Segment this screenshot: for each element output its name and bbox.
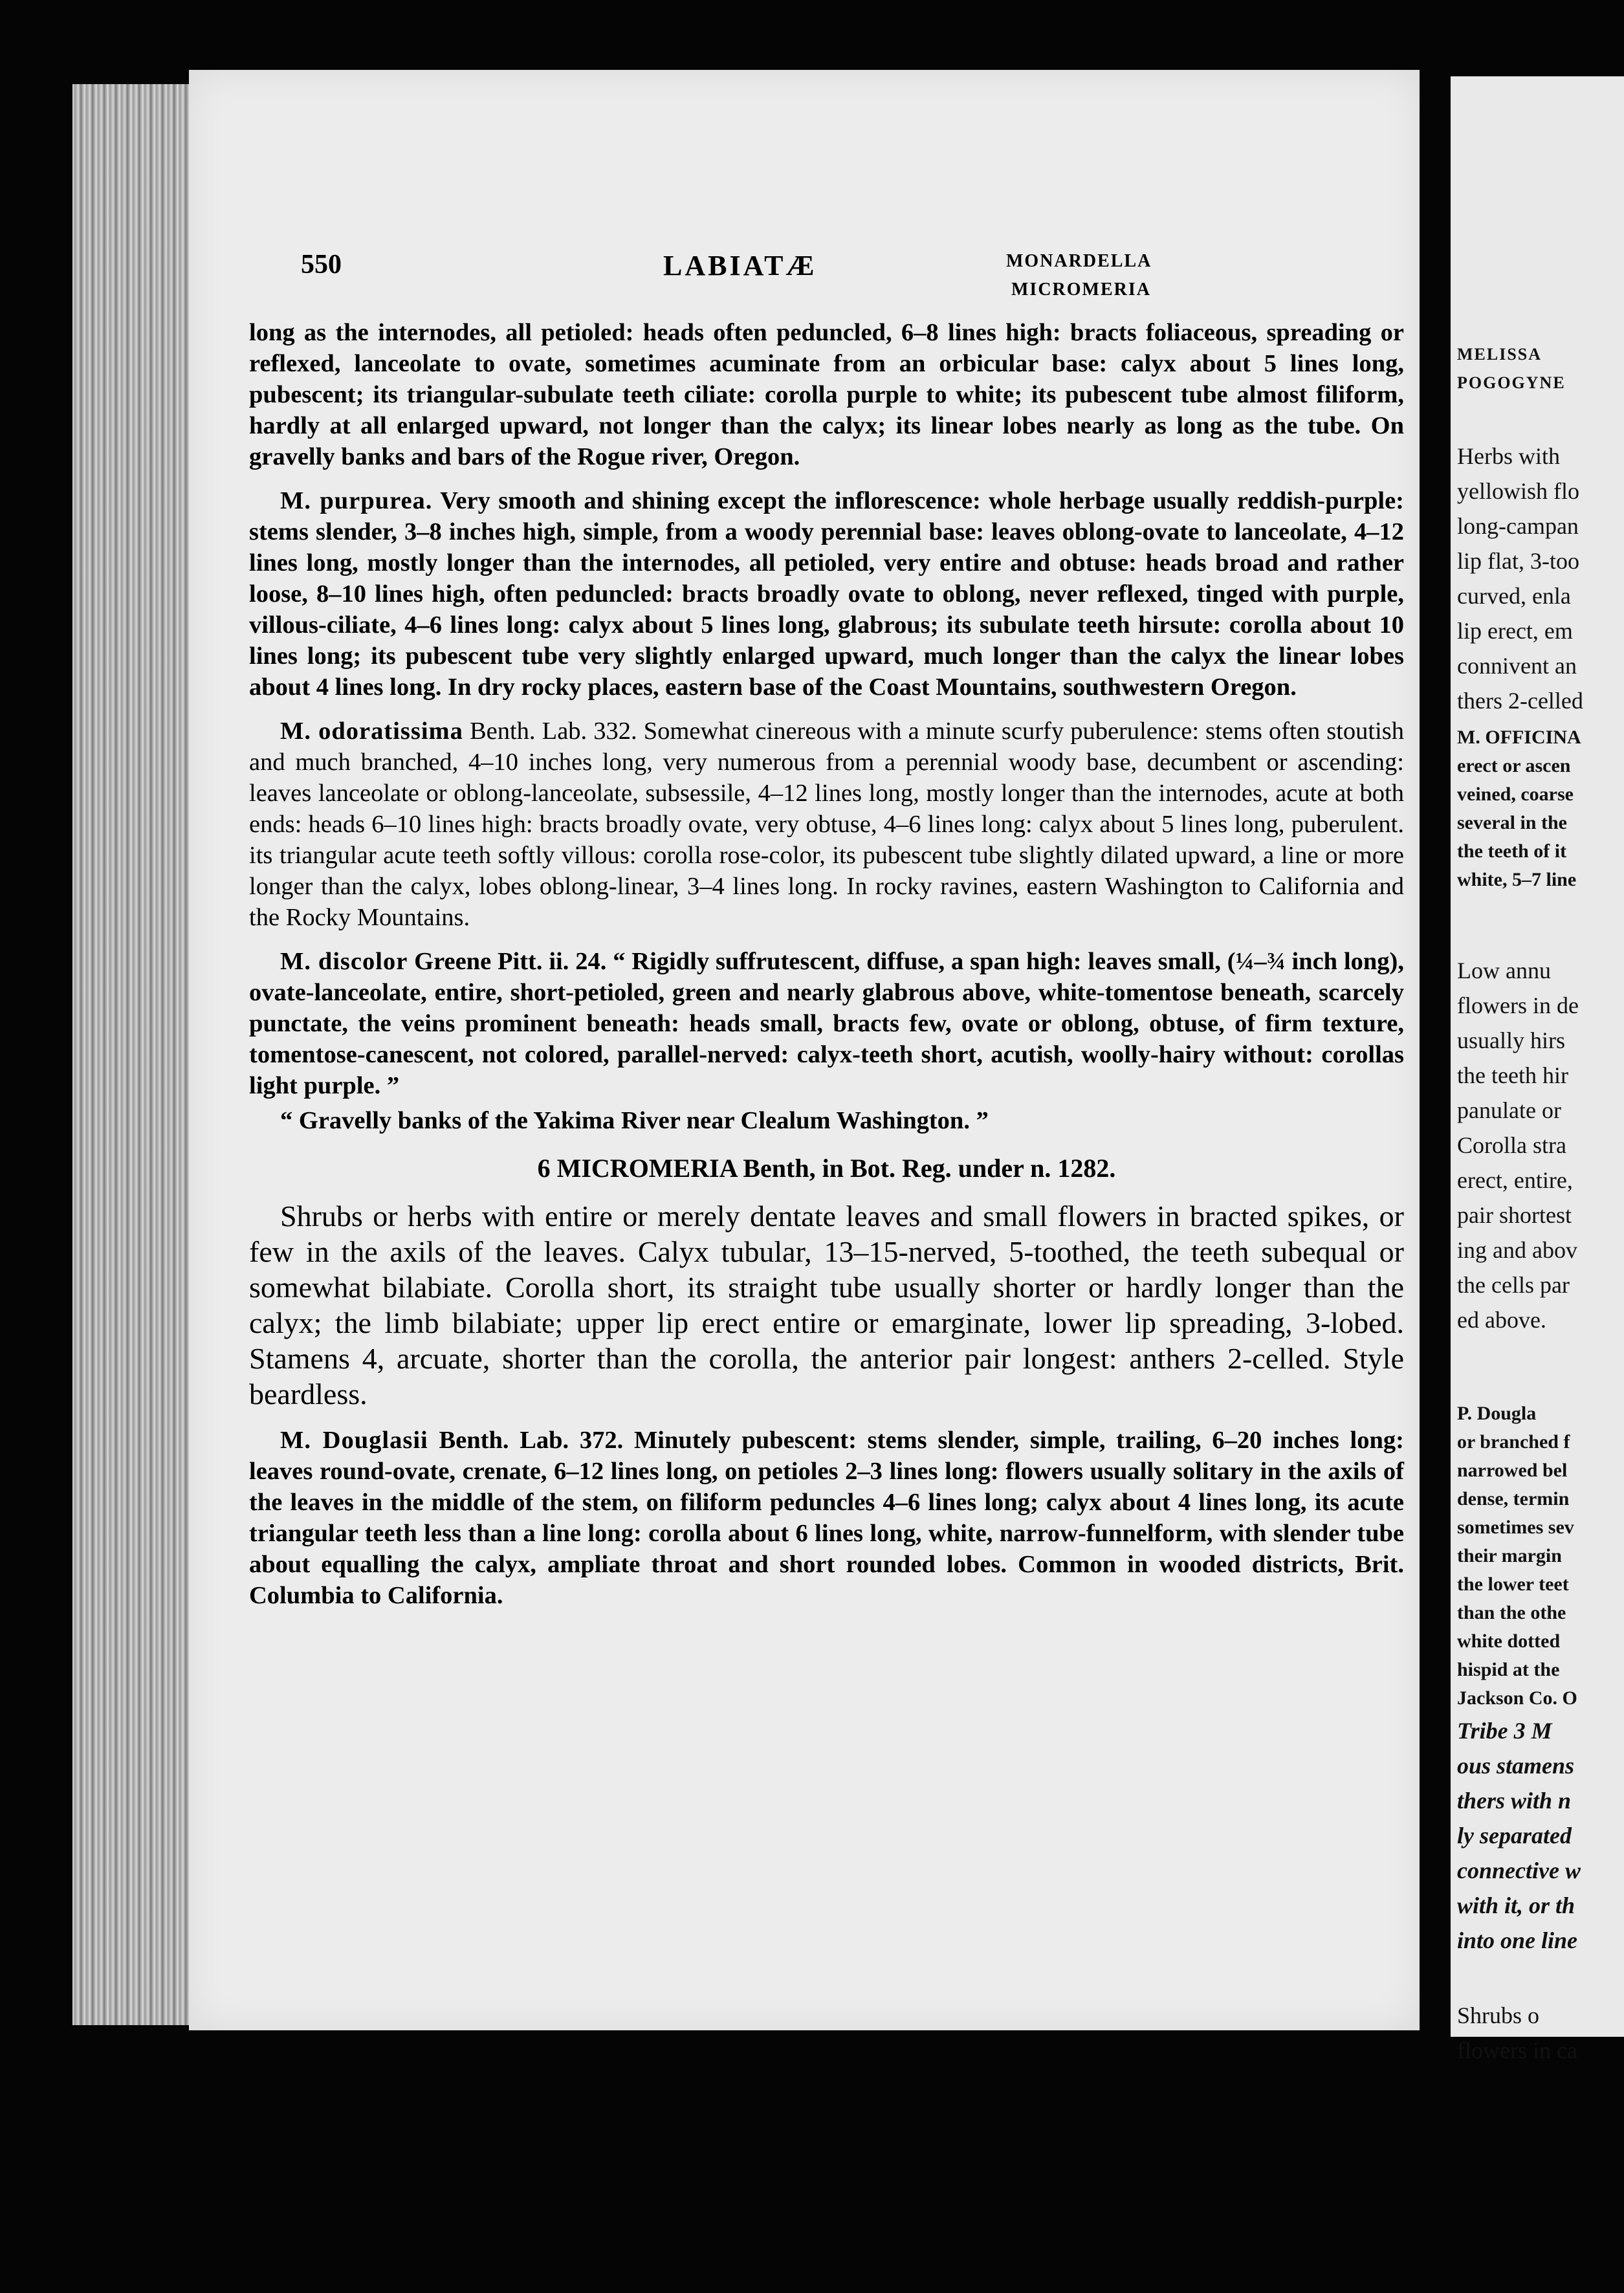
running-head: LABIATÆ — [663, 250, 817, 281]
right-line: white, 5–7 line — [1457, 869, 1577, 890]
right-line: narrowed bel — [1457, 1460, 1568, 1481]
right-genus-head-1: MELISSA — [1457, 345, 1542, 364]
species-entry — [249, 946, 1404, 1101]
genus-running-heads — [1006, 247, 1152, 304]
right-line: into one line — [1457, 1927, 1578, 1953]
right-block-6 — [1457, 1998, 1622, 2068]
right-line: erect, entire, — [1457, 1167, 1573, 1193]
right-line: Herbs with — [1457, 443, 1560, 469]
right-line: dense, termin — [1457, 1488, 1570, 1509]
species-name: M. discolor — [280, 948, 408, 975]
species-quote: “ Gravelly banks of the Yakima River near Clealum Washington. ” — [280, 1107, 989, 1134]
right-line: P. Dougla — [1457, 1403, 1537, 1424]
right-line: ly separated — [1457, 1823, 1572, 1849]
right-line: ous stamens — [1457, 1753, 1575, 1779]
right-line: flowers in ca — [1457, 2037, 1577, 2063]
species-entry — [249, 1425, 1404, 1611]
right-line: their margin — [1457, 1545, 1562, 1566]
right-line: M. OFFICINA — [1457, 727, 1581, 748]
right-block-1 — [1457, 439, 1622, 718]
right-line: erect or ascen — [1457, 755, 1571, 776]
right-line: panulate or — [1457, 1097, 1561, 1123]
right-line: Corolla stra — [1457, 1132, 1566, 1158]
right-line: Shrubs o — [1457, 2002, 1540, 2028]
right-line: several in the — [1457, 812, 1567, 833]
species-text: Benth. Lab. 372. Minutely pubescent: stems slender, simple, trailing, 6–20 inches long: leaves round-ovate, crenate, 6–12 lines long, on petioles 2–3 lines long: flowers usually solitary in the axils of the leaves in the middle of the stem, on filiform peduncles 4–6 lines long; calyx about 4 lines long, its acute triangular teeth less than a line long: corolla about 6 lines long, white, narrow-funnelform, with slender tube about equalling the calyx, ampliate throat and short rounded lobes. Common in wooded districts, Brit. Columbia to California. — [249, 1427, 1404, 1609]
right-line: lip flat, 3-too — [1457, 548, 1579, 574]
right-line: flowers in de — [1457, 993, 1579, 1018]
right-line: with it, or th — [1457, 1893, 1575, 1918]
right-line: than the othe — [1457, 1602, 1566, 1623]
right-line: thers with n — [1457, 1788, 1572, 1814]
genus-head-2: MICROMERIA — [1011, 280, 1151, 300]
right-line: thers 2-celled — [1457, 688, 1583, 714]
right-line: yellowish flo — [1457, 478, 1579, 504]
genus-description: Shrubs or herbs with entire or merely dentate leaves and small flowers in bracted spikes, or few in the axils of the leaves. Calyx tubular, 13–15-nerved, 5-toothed, the teeth subequal or somewhat bilabiate. Corolla short, its straight tube usually shorter or hardly longer than the calyx; the limb bilabiate; upper lip erect entire or emarginate, lower lip spreading, 3-lobed. Stamens 4, arcuate, shorter than the corolla, the anterior pair longest: anthers 2-celled. Style beardless. — [249, 1200, 1404, 1410]
right-line: the teeth of it — [1457, 840, 1567, 862]
right-genus-head-2: POGOGYNE — [1457, 373, 1566, 392]
continuation-paragraph: long as the internodes, all petioled: heads often peduncled, 6–8 lines high: bracts foliaceous, spreading or reflexed, lanceolate to ovate, sometimes acuminate from an orbicular base: calyx about 5 lines long, pubescent; its triangular-subulate teeth ciliate: corolla purple to white; its pubescent tube almost filiform, hardly at all enlarged upward, not longer than the calyx; its linear lobes nearly as long as the tube. On gravelly banks and bars of the Rogue river, Oregon. — [249, 319, 1404, 470]
species-name: M. Douglasii — [280, 1427, 428, 1454]
page-edges — [72, 84, 202, 2025]
right-line: curved, enla — [1457, 583, 1571, 609]
right-block-3 — [1457, 953, 1622, 1337]
page-number: 550 — [301, 250, 342, 280]
right-line: Tribe 3 M — [1457, 1718, 1552, 1744]
right-line: pair shortest — [1457, 1202, 1572, 1228]
right-line: Low annu — [1457, 958, 1551, 983]
right-block-2 — [1457, 723, 1622, 894]
right-line: long-campan — [1457, 513, 1579, 539]
species-text: Greene Pitt. ii. 24. “ Rigidly suffrutescent, diffuse, a span high: leaves small, (¼–¾ inch long), ovate-lanceolate, entire, short-petioled, green and nearly glabrous above, white-tomentose beneath, scarcely punctate, the veins prominent beneath: heads small, bracts few, ovate or oblong, obtuse, of firm texture, tomentose-canescent, not colored, parallel-nerved: calyx-teeth short, acutish, woolly-hairy without: corollas light purple. ” — [249, 948, 1404, 1099]
species-text: Very smooth and shining except the inflorescence: whole herbage usually reddish-purple: stems slender, 3–8 inches high, simple, from a woody perennial base: leaves oblong-ovate to lanceolate, 4–12 lines long, mostly longer than the internodes, all petioled, very entire and obtuse: heads broad and rather loose, 8–10 lines high, often peduncled: bracts broadly ovate to oblong, never reflexed, tinged with purple, villous-ciliate, 4–6 lines long: calyx about 5 lines long, glabrous; its subulate teeth hirsute: corolla about 10 lines long; its pubescent tube very slightly enlarged upward, much longer than the calyx the linear lobes about 4 lines long. In dry rocky places, eastern base of the Coast Mountains, southwestern Oregon. — [249, 487, 1404, 701]
right-line: sometimes sev — [1457, 1517, 1574, 1538]
right-line: or branched f — [1457, 1431, 1570, 1453]
right-line: Jackson Co. O — [1457, 1687, 1577, 1709]
right-line: the cells par — [1457, 1272, 1570, 1298]
right-line: lip erect, em — [1457, 618, 1573, 644]
species-entry — [249, 485, 1404, 703]
right-line: connective w — [1457, 1858, 1581, 1883]
right-line: white dotted — [1457, 1630, 1561, 1652]
right-genus-heads — [1457, 340, 1566, 397]
genus-heading: 6 MICROMERIA Benth, in Bot. Reg. under n. 1282. — [537, 1154, 1116, 1183]
right-line: veined, coarse — [1457, 784, 1574, 805]
right-line: hispid at the — [1457, 1659, 1560, 1680]
right-line: the teeth hir — [1457, 1062, 1568, 1088]
right-line: connivent an — [1457, 653, 1577, 679]
right-line: ing and abov — [1457, 1237, 1577, 1263]
genus-head-1: MONARDELLA — [1006, 251, 1152, 271]
right-page — [1451, 76, 1624, 2063]
right-block-4 — [1457, 1399, 1622, 1713]
page-body — [249, 317, 1404, 1624]
species-text: Benth. Lab. 332. Somewhat cinereous with a minute scurfy puberulence: stems often stoutish and much branched, 4–10 inches long, very numerous from a perennial woody base, decumbent or ascending: leaves lanceolate or oblong-lanceolate, subsessile, 4–12 lines long, mostly longer than the internodes, acute at both ends: heads 6–10 lines high: bracts broadly ovate, very obtuse, 4–6 lines long: calyx about 5 lines long, puberulent. its triangular acute teeth softly villous: corolla rose-color, its pubescent tube slightly dilated upward, a line or more longer than the calyx, lobes oblong-linear, 3–4 lines long. In rocky ravines, eastern Washington to California and the Rocky Mountains. — [249, 718, 1405, 931]
right-line: ed above. — [1457, 1307, 1546, 1333]
right-line: the lower teet — [1457, 1574, 1569, 1595]
right-block-5 — [1457, 1713, 1622, 1958]
species-name: M. purpurea. — [280, 487, 433, 514]
right-line: usually hirs — [1457, 1027, 1565, 1053]
species-entry — [249, 716, 1404, 933]
species-name: M. odoratissima — [280, 718, 463, 745]
